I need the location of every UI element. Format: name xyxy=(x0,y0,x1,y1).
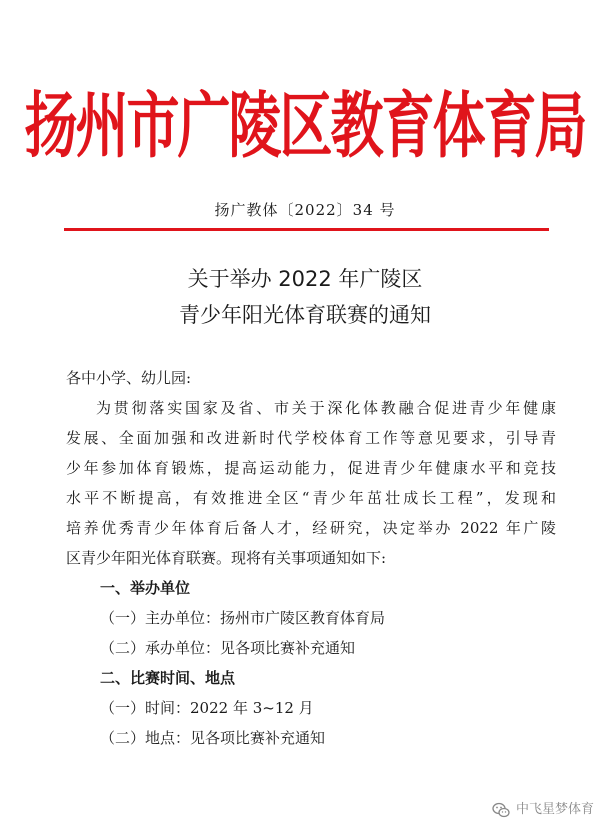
section-heading-time-place: 二、比赛时间、地点 xyxy=(100,669,236,687)
notice-title xyxy=(0,261,610,333)
issuer-header: 扬州市广陵区教育体育局 xyxy=(24,84,586,168)
notice-title-line-2: 青少年阳光体育联赛的通知 xyxy=(179,303,431,327)
paragraph-line: 水平不断提高，有效推进全区“青少年茁壮成长工程”，发现和 xyxy=(66,489,556,507)
notice-title-line-1: 关于举办 2022 年广陵区 xyxy=(187,267,423,291)
paragraph-line: 培养优秀青少年体育后备人才，经研究，决定举办 2022 年广陵 xyxy=(66,519,556,537)
time-item: （一）时间：2022 年 3~12 月 xyxy=(100,699,314,717)
paragraph-line: 区青少年阳光体育联赛。现将有关事项通知如下: xyxy=(66,549,387,567)
organizer-unit-item: （二）承办单位：见各项比赛补充通知 xyxy=(100,639,356,657)
host-unit-item: （一）主办单位：扬州市广陵区教育体育局 xyxy=(100,609,386,627)
wechat-icon xyxy=(492,801,510,819)
section-heading-organizers: 一、举办单位 xyxy=(100,579,191,597)
notice-body xyxy=(66,363,556,753)
document-number: 扬广教体〔2022〕34 号 xyxy=(214,201,396,219)
paragraph-line: 发展、全面加强和改进新时代学校体育工作等意见要求，引导青 xyxy=(66,429,556,447)
account-watermark xyxy=(492,801,594,819)
red-divider-line xyxy=(64,228,549,231)
place-item: （二）地点：见各项比赛补充通知 xyxy=(100,729,326,747)
watermark-text: 中飞星梦体育 xyxy=(515,802,594,817)
paragraph-line: 少年参加体育锻炼，提高运动能力，促进青少年健康水平和竞技 xyxy=(66,459,556,477)
salutation: 各中小学、幼儿园: xyxy=(66,369,192,387)
paragraph-line: 为贯彻落实国家及省、市关于深化体教融合促进青少年健康 xyxy=(96,399,556,417)
